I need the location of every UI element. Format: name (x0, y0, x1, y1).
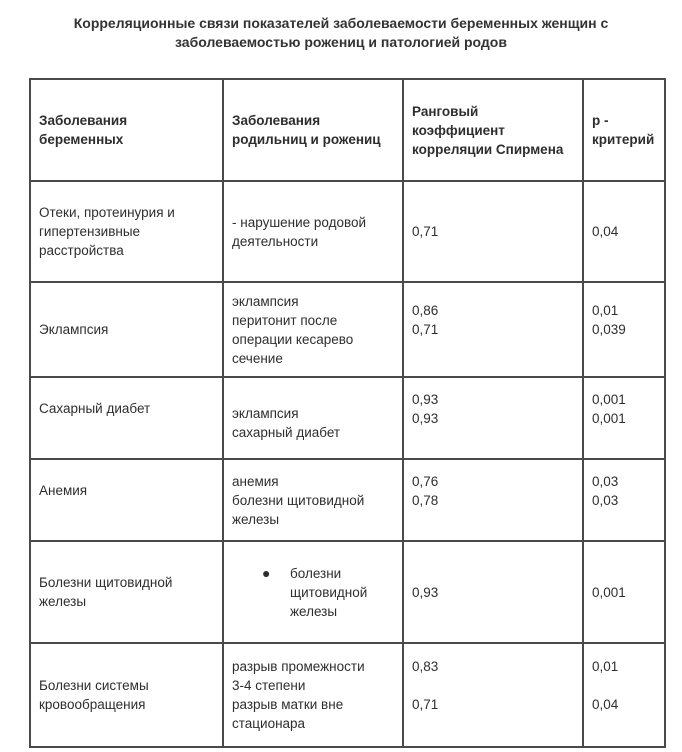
header-spearman-coefficient: Ранговый коэффициент корреляции Спирмена (403, 79, 583, 181)
table-row (30, 541, 665, 643)
cell-p-value: 0,001 0,001 (583, 377, 665, 459)
table-row (30, 282, 665, 377)
title-line-1: Корреляционные связи показателей заболеваемости беременных женщин с (73, 15, 609, 31)
table-header-row (30, 79, 665, 181)
cell-rank-coefficient: 0,86 0,71 (403, 282, 583, 377)
cell-rank-coefficient: 0,71 (403, 181, 583, 282)
cell-pregnant-disease: Сахарный диабет (30, 377, 223, 459)
table-title (0, 14, 682, 52)
cell-pregnant-disease: Анемия (30, 459, 223, 541)
header-p-criterion: р - критерий (583, 79, 665, 181)
table-row (30, 181, 665, 282)
header-pregnant-diseases: Заболевания беременных (30, 79, 223, 181)
cell-maternity-disease: разрыв промежности 3-4 степени разрыв матки вне стационара (223, 643, 403, 747)
cell-pregnant-disease: Болезни щитовидной железы (30, 541, 223, 643)
cell-p-value: 0,001 (583, 541, 665, 643)
cell-p-value: 0,01 0,04 (583, 643, 665, 747)
cell-rank-coefficient: 0,93 (403, 541, 583, 643)
cell-maternity-disease: эклампсия перитонит после операции кесарево сечение (223, 282, 403, 377)
table-row (30, 643, 665, 747)
cell-maternity-disease: - нарушение родовой деятельности (223, 181, 403, 282)
header-maternity-diseases: Заболевания родильниц и рожениц (223, 79, 403, 181)
cell-pregnant-disease: Отеки, протеинурия и гипертензивные расстройства (30, 181, 223, 282)
cell-p-value: 0,03 0,03 (583, 459, 665, 541)
cell-maternity-disease: эклампсия сахарный диабет (223, 377, 403, 459)
table-row (30, 459, 665, 541)
bullet-list-item: ● болезни щитовидной железы (262, 564, 368, 619)
table-row (30, 377, 665, 459)
cell-rank-coefficient: 0,83 0,71 (403, 643, 583, 747)
cell-rank-coefficient: 0,93 0,93 (403, 377, 583, 459)
bullet-icon: ● (262, 564, 271, 581)
cell-p-value: 0,01 0,039 (583, 282, 665, 377)
cell-maternity-disease: анемия болезни щитовидной железы (223, 459, 403, 541)
cell-maternity-disease (223, 541, 403, 643)
correlation-table (29, 78, 666, 748)
title-line-2: заболеваемостью рожениц и патологией родов (175, 34, 507, 50)
cell-pregnant-disease: Эклампсия (30, 282, 223, 377)
cell-p-value: 0,04 (583, 181, 665, 282)
cell-pregnant-disease: Болезни системы кровообращения (30, 643, 223, 747)
cell-rank-coefficient: 0,76 0,78 (403, 459, 583, 541)
